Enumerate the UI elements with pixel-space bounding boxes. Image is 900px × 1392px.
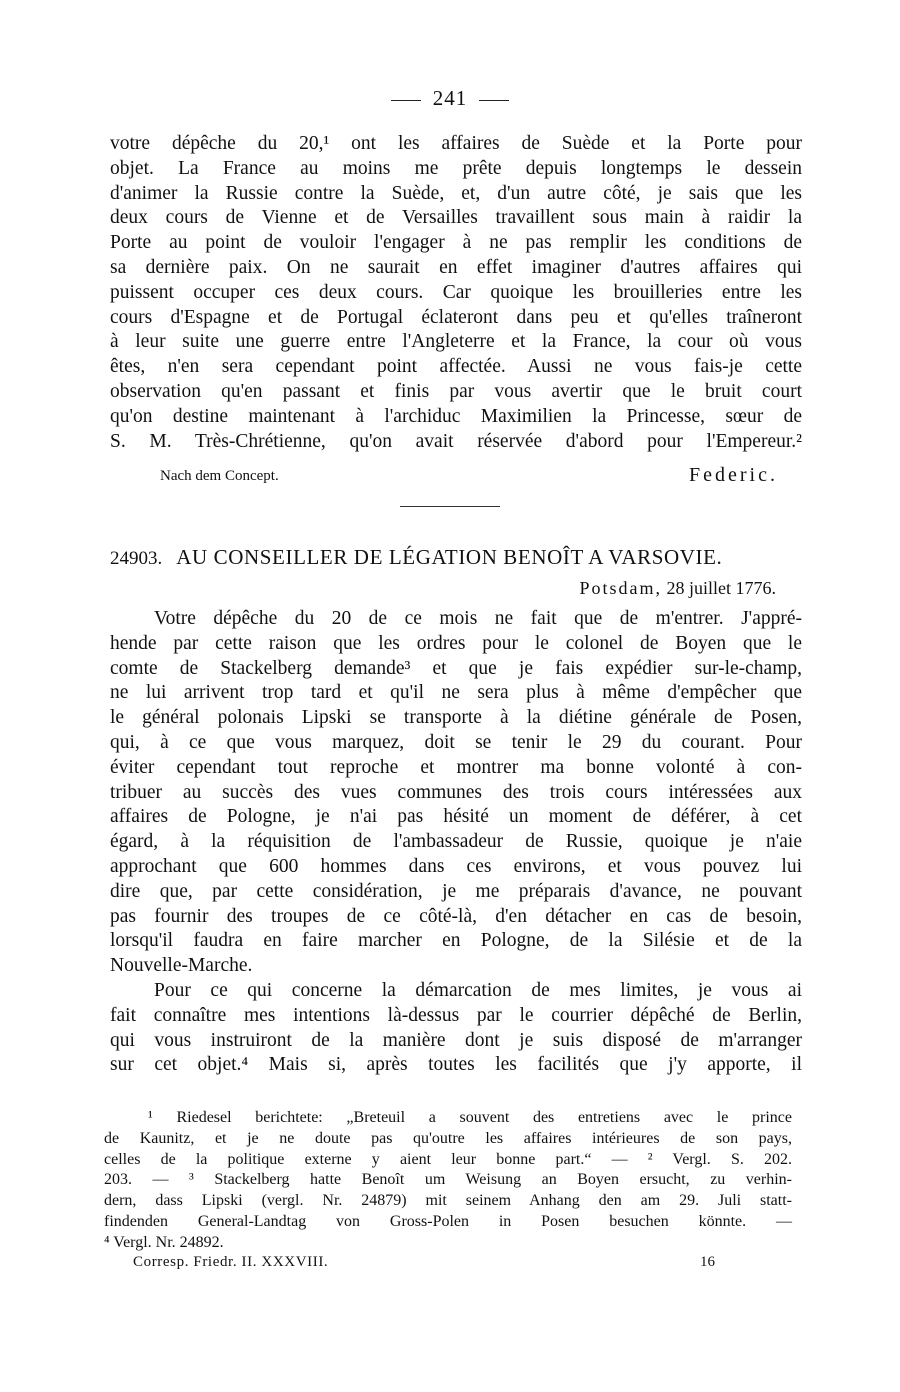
text-line: hende par cette raison que les ordres pour le colonel de Boyen que le	[110, 632, 802, 654]
document-heading	[110, 545, 802, 575]
text-line: ne lui arrivent trop tard et qu'il ne sera plus à même d'empêcher que	[110, 682, 802, 704]
text-line: êtes, n'en sera cependant point affectée. Aussi ne vous fais-je cette	[110, 356, 802, 378]
text-line: égard, à la réquisition de l'ambassadeur de Russie, quoique je n'aie	[110, 831, 802, 853]
footnote-line: ¹ Riedesel berichtete: „Breteuil a souvent des entretiens avec le prince	[148, 1109, 792, 1126]
text-line: deux cours de Vienne et de Versailles travaillent sous main à raidir la	[110, 207, 802, 229]
text-line: observation qu'en passant et finis par vous avertir que le bruit court	[110, 380, 802, 402]
text-line: le général polonais Lipski se transporte à la diétine générale de Posen,	[110, 707, 802, 729]
text-line: Porte au point de vouloir l'engager à ne pas remplir les conditions de	[110, 232, 802, 254]
text-line: qu'on destine maintenant à l'archiduc Maximilien la Princesse, sœur de	[110, 405, 802, 427]
footnote-line: 203. — ³ Stackelberg hatte Benoît um Weisung an Boyen ersucht, zu verhin-	[104, 1171, 792, 1189]
text-line: comte de Stackelberg demande³ et que je fais expédier sur-le-champ,	[110, 657, 802, 679]
text-line: Votre dépêche du 20 de ce mois ne fait que de m'entrer. J'appré-	[154, 608, 802, 629]
document-place: Potsdam,	[579, 578, 662, 598]
text-line: Pour ce qui concerne la démarcation de mes limites, je vous ai	[154, 979, 802, 1001]
text-line: qui, à ce que vous marquez, doit se tenir le 29 du courant. Pour	[110, 731, 802, 753]
running-header	[0, 86, 900, 111]
volume-reference: Corresp. Friedr. II. XXXVIII.	[133, 1254, 329, 1270]
footnote-line: celles de la politique externe y aient leur bonne part.“ — ² Vergl. S. 202.	[104, 1150, 792, 1168]
header-dash-left	[391, 100, 421, 101]
page-footer	[133, 1254, 715, 1278]
footnote-line: ⁴ Vergl. Nr. 24892.	[104, 1233, 224, 1251]
text-line: à leur suite une guerre entre l'Angleterre et la France, la cour où vous	[110, 331, 802, 353]
source-note: Nach dem Concept.	[160, 468, 279, 484]
text-line: éviter cependant tout reproche et montrer ma bonne volonté à con-	[110, 756, 802, 778]
text-line: votre dépêche du 20,¹ ont les affaires de Suède et la Porte pour	[110, 133, 802, 154]
letter-continuation	[110, 132, 802, 454]
text-line: tribuer au succès des vues communes des trois cours intéressées aux	[110, 781, 802, 803]
text-line: cours d'Espagne et de Portugal éclateront dans peu et qu'elles traîneront	[110, 306, 802, 328]
text-line: affaires de Pologne, je n'ai pas hésité un moment de déférer, à cet	[110, 806, 802, 828]
text-line: fait connaître mes intentions là-dessus par le courrier dépêché de Berlin,	[110, 1004, 802, 1026]
document-date: 28 juillet 1776.	[666, 578, 776, 598]
text-line: qui vous instruiront de la manière dont je suis disposé de m'arranger	[110, 1029, 802, 1051]
page-number: 241	[432, 86, 468, 110]
footnote-line: dern, dass Lipski (vergl. Nr. 24879) mit seinem Anhang den am 29. Juli statt-	[104, 1192, 792, 1210]
text-line: puissent occuper ces deux cours. Car quoique les brouilleries entre les	[110, 281, 802, 303]
text-line: lorsqu'il faudra en faire marcher en Pologne, de la Silésie et de la	[110, 930, 802, 952]
footnotes	[104, 1108, 792, 1254]
sheet-number: 16	[700, 1254, 715, 1270]
text-line: S. M. Très-Chrétienne, qu'on avait réservée d'abord pour l'Empereur.²	[110, 430, 802, 452]
text-line: sur cet objet.⁴ Mais si, après toutes les facilités que j'y apporte, il	[110, 1054, 802, 1076]
footnote-line: findenden General-Landtag von Gross-Polen in Posen besuchen könnte. —	[104, 1212, 792, 1230]
text-line: sa dernière paix. On ne saurait en effet imaginer d'autres affaires qui	[110, 256, 802, 278]
text-line: approchant que 600 hommes dans ces environs, et vous pouvez lui	[110, 855, 802, 877]
signature: Federic.	[689, 464, 778, 486]
document-number: 24903.	[110, 548, 163, 569]
document-body	[110, 607, 802, 1078]
text-line: objet. La France au moins me prête depuis longtemps le dessein	[110, 157, 802, 179]
document-dateline	[579, 578, 776, 599]
text-line: pas fournir des troupes de ce côté-là, d'en détacher en cas de besoin,	[110, 905, 802, 927]
footnote-line: de Kaunitz, et je ne doute pas qu'outre les affaires intérieures de son pays,	[104, 1129, 792, 1147]
section-divider	[400, 506, 500, 507]
letter-signature-row	[160, 464, 778, 490]
text-line: Nouvelle-Marche.	[110, 955, 253, 977]
text-line: dire que, par cette considération, je me préparais d'avance, ne pouvant	[110, 880, 802, 902]
text-line: d'animer la Russie contre la Suède, et, d'un autre côté, je sais que les	[110, 182, 802, 204]
header-dash-right	[479, 100, 509, 101]
document-title: AU CONSEILLER DE LÉGATION BENOÎT A VARSOVIE.	[176, 545, 723, 569]
